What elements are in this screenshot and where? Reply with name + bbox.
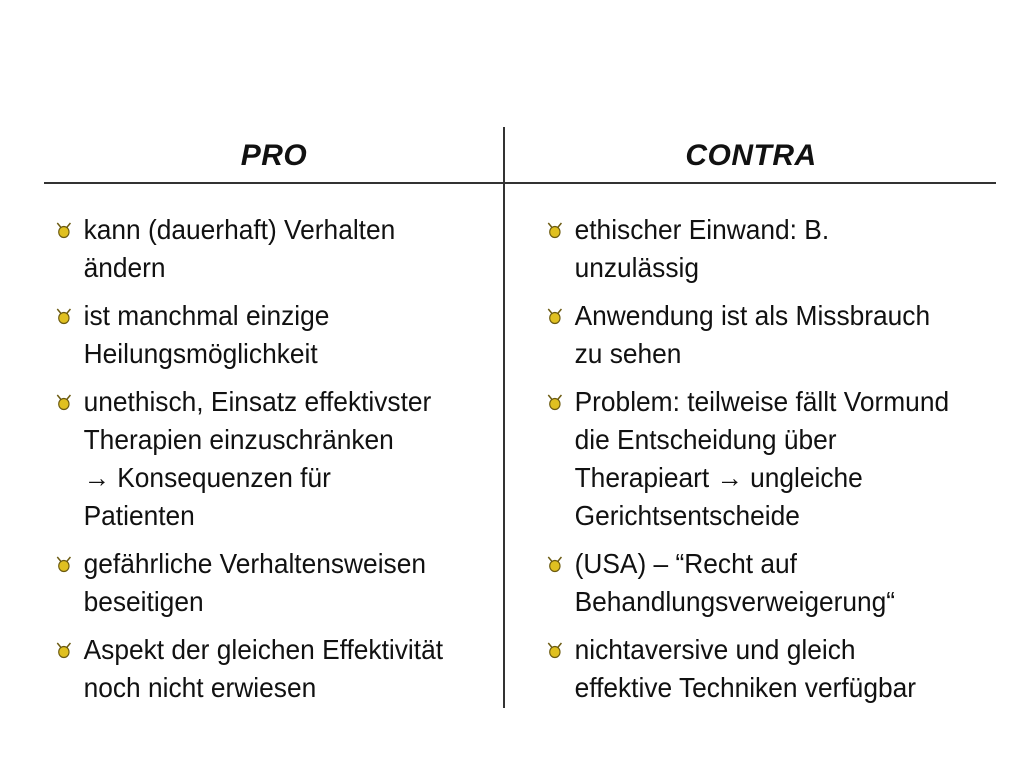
pro-item-line: noch nicht erwiesen [83, 672, 317, 703]
contra-item [537, 297, 1024, 373]
pro-item-line: Aspekt der gleichen Effektivität [83, 634, 444, 665]
contra-item-line: unzulässig [574, 252, 699, 283]
pro-item-line: unethisch, Einsatz effektivster [83, 386, 432, 417]
bullet-icon [54, 307, 75, 325]
contra-item-line: Gerichtsentscheide [574, 500, 800, 531]
contra-item-line: (USA) – “Recht auf [574, 548, 797, 579]
bullet-icon [545, 221, 566, 239]
pro-item-line: Therapien einzuschränken [83, 424, 394, 455]
pro-item [46, 211, 532, 287]
contra-item-line: nichtaversive und gleich [574, 634, 856, 665]
contra-item-line: die Entscheidung über [574, 424, 837, 455]
contra-item [537, 211, 1024, 287]
pro-item-line: ist manchmal einzige [83, 300, 330, 331]
bullet-icon [54, 555, 75, 573]
bullet-icon [545, 307, 566, 325]
contra-item-line: ethischer Einwand: B. [574, 214, 830, 245]
pro-item-line: ändern [83, 252, 166, 283]
contra-item-line: Behandlungsverweigerung“ [574, 586, 896, 617]
contra-item-line: Anwendung ist als Missbrauch [574, 300, 931, 331]
pro-item-line: gefährliche Verhaltensweisen [83, 548, 426, 579]
contra-header: CONTRA [685, 139, 817, 172]
contra-item-line: Problem: teilweise fällt Vormund [574, 386, 950, 417]
contra-item-line: effektive Techniken verfügbar [574, 672, 917, 703]
contra-list [537, 211, 1007, 717]
pro-item-line: kann (dauerhaft) Verhalten [83, 214, 396, 245]
pro-item-line: Patienten [83, 500, 195, 531]
contra-item-line: zu sehen [574, 338, 682, 369]
pro-list [46, 211, 496, 717]
bullet-icon [54, 641, 75, 659]
contra-item [537, 631, 1024, 707]
contra-item-line: Therapieart → ungleiche [574, 462, 863, 493]
bullet-icon [545, 555, 566, 573]
pro-item [46, 383, 532, 535]
bullet-icon [54, 221, 75, 239]
bullet-icon [545, 393, 566, 411]
pro-item-line: → Konsequenzen für [83, 462, 331, 493]
pro-item-line: beseitigen [83, 586, 204, 617]
contra-item [537, 383, 1024, 535]
contra-item [537, 545, 1024, 621]
pro-item [46, 545, 532, 621]
bullet-icon [545, 641, 566, 659]
header-divider [44, 182, 996, 184]
pro-item [46, 297, 532, 373]
pro-item [46, 631, 532, 707]
pro-item-line: Heilungsmöglichkeit [83, 338, 318, 369]
pro-header: PRO [240, 139, 308, 172]
bullet-icon [54, 393, 75, 411]
